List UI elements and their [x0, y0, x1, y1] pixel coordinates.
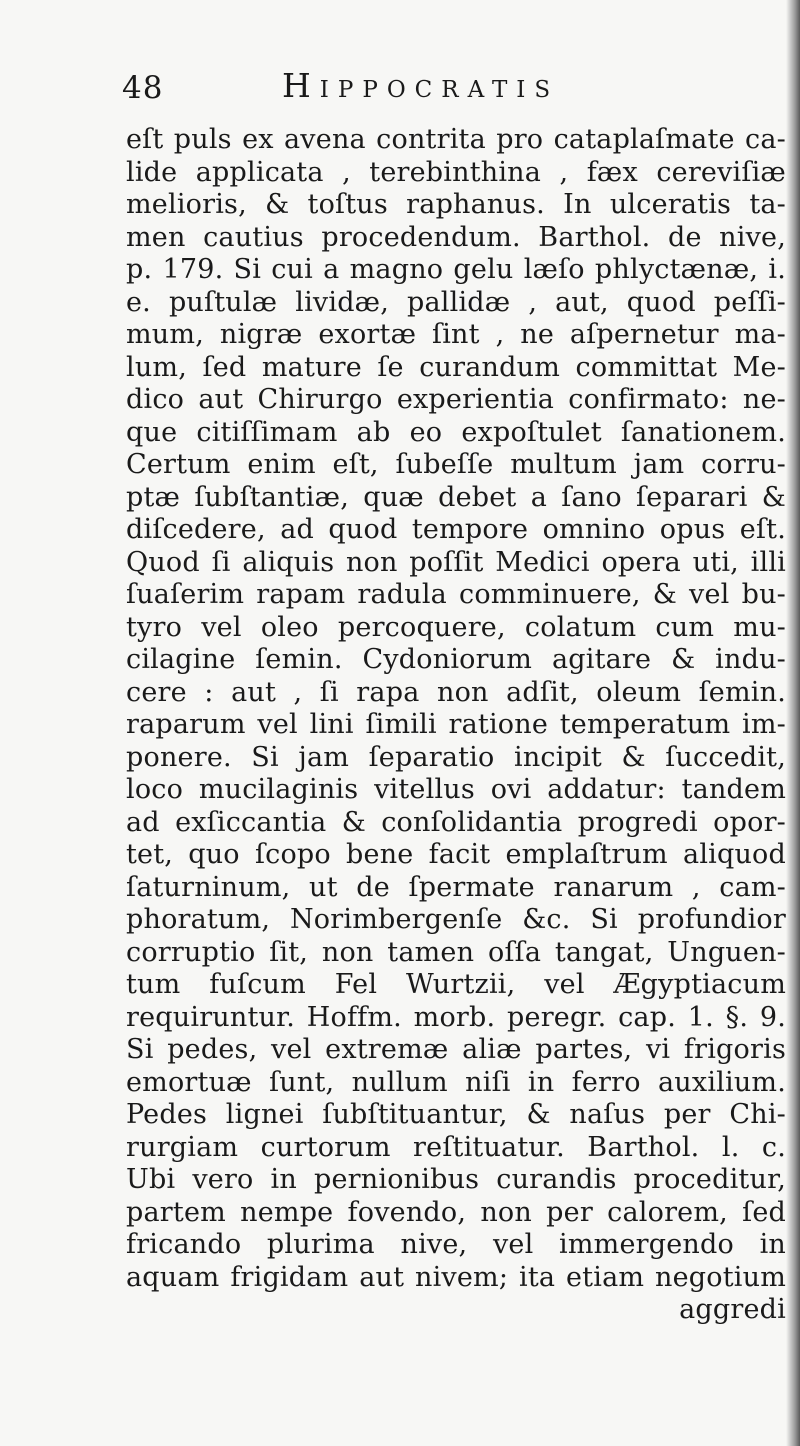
text-line: tet, quo ſcopo bene facit emplaſtrum aliquod: [126, 839, 786, 870]
text-line: Certum enim eſt, ſubeſſe multum jam corru-: [126, 449, 786, 480]
text-line: ſaturninum, ut de ſpermate ranarum , cam-: [126, 871, 786, 903]
text-line: aquam frigidam aut nivem; ita etiam negotium: [126, 1261, 786, 1293]
text-line: Si pedes, vel extremæ aliæ partes, vi frigoris: [126, 1034, 786, 1065]
text-line: que citiſſimam ab eo expoſtulet ſanationem.: [126, 416, 786, 448]
text-line: ponere. Si jam ſeparatio incipit & ſuccedit,: [126, 741, 786, 773]
text-line: tyro vel oleo percoquere, colatum cum mu-: [126, 611, 786, 643]
page-number: 48: [122, 70, 164, 106]
page-edge-shadow: [786, 0, 800, 1446]
text-line: ptæ ſubſtantiæ, quæ debet a ſano ſeparari &: [126, 481, 786, 513]
running-head: Hippocratis: [282, 66, 560, 105]
text-line: loco mucilaginis vitellus ovi addatur: tandem: [126, 774, 786, 805]
text-line: diſcedere, ad quod tempore omnino opus eſt.: [126, 514, 786, 545]
catchword: aggredi: [679, 1294, 786, 1325]
text-line: partem nempe fovendo, non per calorem, ſed: [126, 1196, 786, 1228]
text-line: tum fuſcum Fel Wurtzii, vel Ægyptiacum: [126, 969, 786, 1000]
text-line: corruptio ſit, non tamen oſſa tangat, Unguen-: [126, 936, 786, 968]
text-line: mum, nigræ exortæ ſint , ne aſpernetur ma-: [126, 319, 786, 350]
body-text: [126, 124, 786, 1327]
text-line: requiruntur. Hoffm. morb. peregr. cap. 1. §. 9.: [126, 1001, 786, 1033]
text-line: eſt puls ex avena contrita pro cataplaſmate ca-: [126, 124, 786, 155]
text-line: cilagine ſemin. Cydoniorum agitare & indu-: [126, 644, 786, 675]
text-line: emortuæ ſunt, nullum niſi in ferro auxilium.: [126, 1066, 786, 1098]
text-line: melioris, & toſtus raphanus. In ulceratis ta-: [126, 189, 786, 220]
text-line: Ubi vero in pernionibus curandis proceditur,: [126, 1164, 786, 1195]
text-line: ad exſiccantia & conſolidantia progredi opor-: [126, 806, 786, 838]
text-line: p. 179. Si cui a magno gelu læſo phlyctænæ, i.: [126, 254, 786, 285]
text-line: cere : aut , ſi rapa non adſit, oleum ſemin.: [126, 676, 786, 708]
page-header: [122, 66, 642, 110]
text-line: raparum vel lini ſimili ratione temperatum im-: [126, 709, 786, 740]
text-line: fricando plurima nive, vel immergendo in: [126, 1229, 786, 1260]
text-line: rurgiam curtorum reſtituatur. Barthol. l. c.: [126, 1131, 786, 1163]
text-line: lum, ſed mature ſe curandum committat Me-: [126, 351, 786, 383]
text-line: ſuaſerim rapam radula comminuere, & vel bu-: [126, 579, 786, 610]
text-line: men cautius procedendum. Barthol. de nive,: [126, 221, 786, 253]
text-line: phoratum, Norimbergenſe &c. Si profundior: [126, 904, 786, 935]
text-line: Pedes lignei ſubſtituantur, & naſus per Chi-: [126, 1099, 786, 1130]
text-line: Quod ſi aliquis non poſſit Medici opera uti, illi: [126, 546, 786, 578]
text-line: lide applicata , terebinthina , fæx cereviſiæ: [126, 156, 786, 188]
text-line: dico aut Chirurgo experientia confirmato: ne-: [126, 384, 786, 415]
text-line: e. puſtulæ lividæ, pallidæ , aut, quod peſſi-: [126, 286, 786, 318]
